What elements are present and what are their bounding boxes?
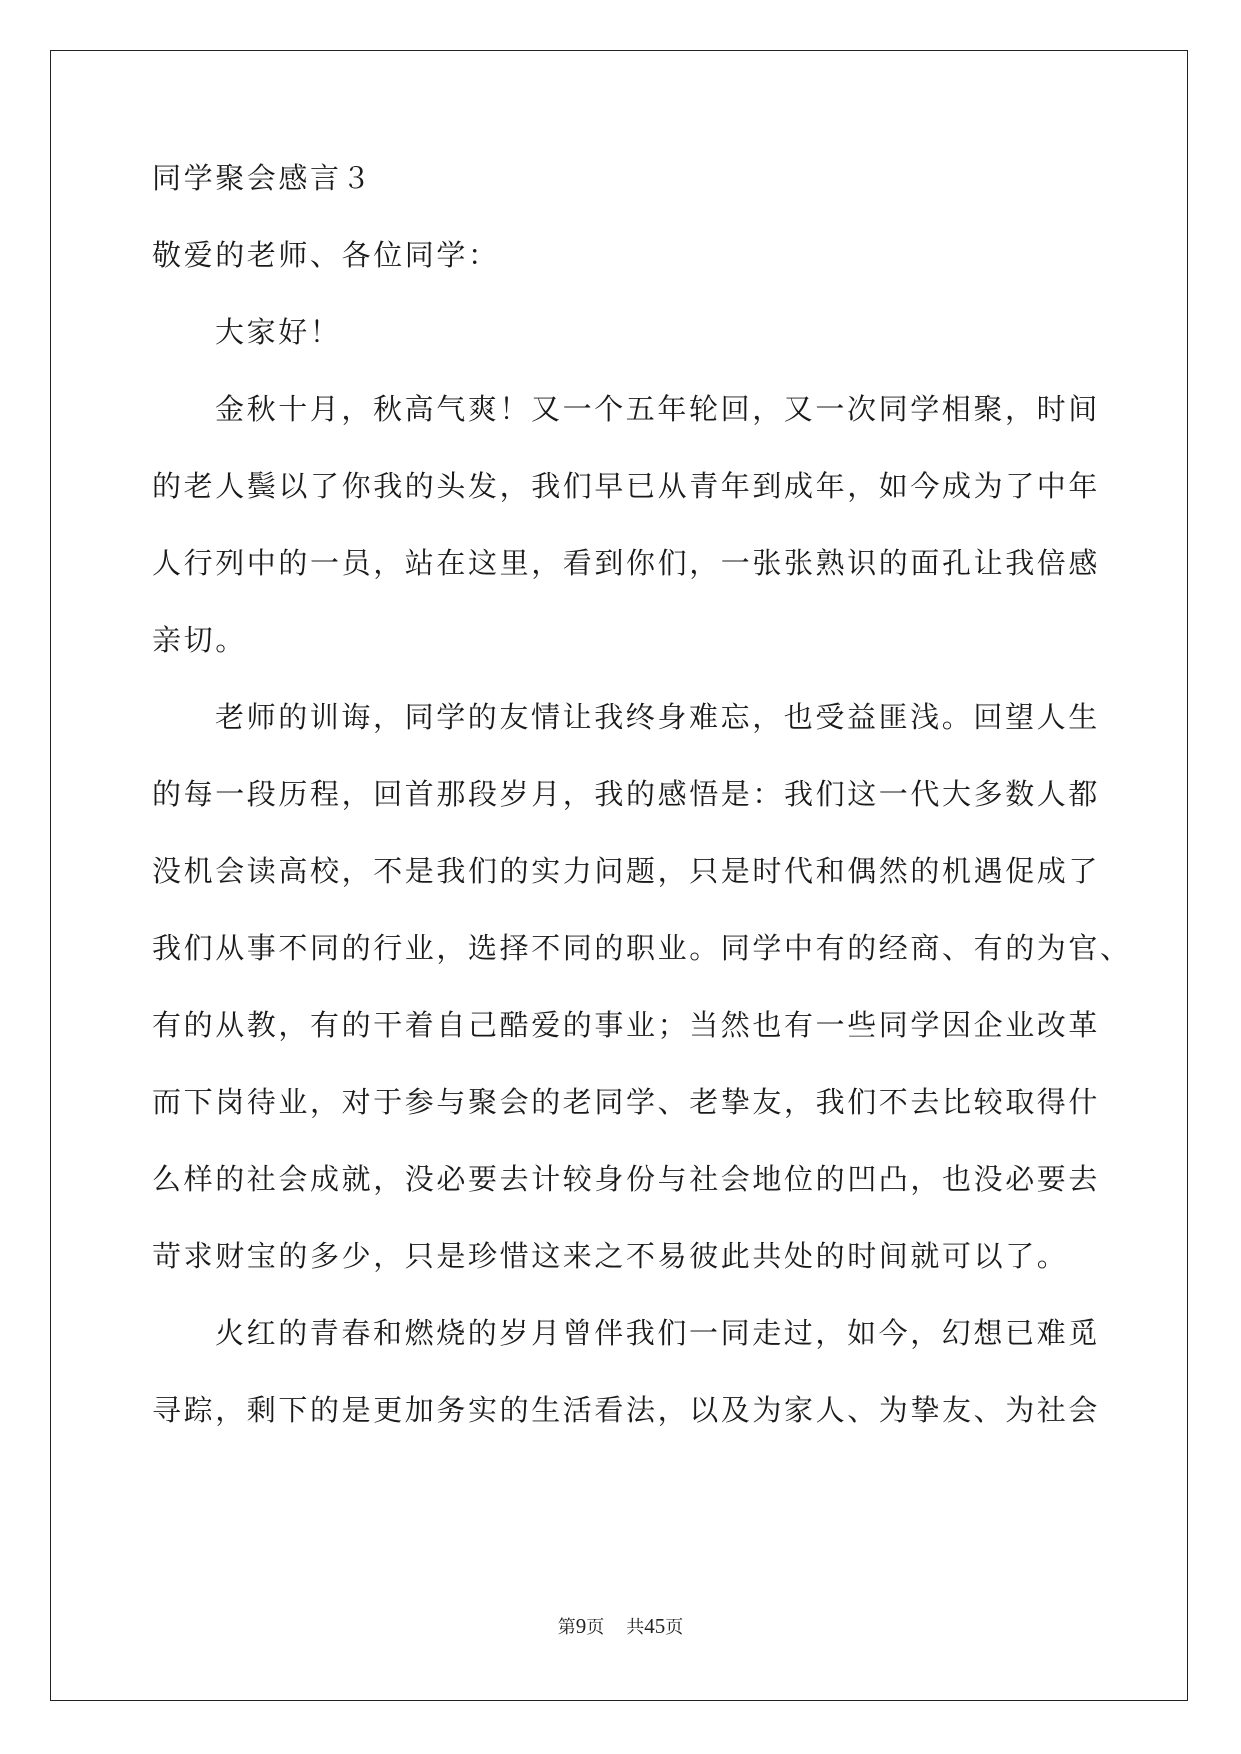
paragraph-line: 火红的青春和燃烧的岁月曾伴我们一同走过，如今，幻想已难觅 (215, 1316, 1100, 1350)
page-number: 9 (575, 1614, 587, 1638)
paragraph-line: 而下岗待业，对于参与聚会的老同学、老挚友，我们不去比较取得什 (152, 1085, 1101, 1119)
paragraph-line: 没机会读高校，不是我们的实力问题，只是时代和偶然的机遇促成了 (152, 854, 1101, 888)
paragraph-line: 的每一段历程，回首那段岁月，我的感悟是：我们这一代大多数人都 (152, 777, 1101, 811)
paragraph-line: 人行列中的一员，站在这里，看到你们，一张张熟识的面孔让我倍感 (152, 546, 1101, 580)
paragraph-line: 我们从事不同的行业，选择不同的职业。同学中有的经商、有的为官、 (152, 931, 1132, 965)
paragraph-line: 金秋十月，秋高气爽！又一个五年轮回，又一次同学相聚，时间 (215, 392, 1100, 426)
paragraph-line: 寻踪，剩下的是更加务实的生活看法，以及为家人、为挚友、为社会 (152, 1393, 1101, 1427)
page-suffix: 页 (586, 1617, 605, 1638)
paragraph-line: 有的从教，有的干着自己酷爱的事业；当然也有一些同学因企业改革 (152, 1008, 1101, 1042)
total-pages: 45 (644, 1614, 666, 1638)
paragraph-line: 苛求财宝的多少，只是珍惜这来之不易彼此共处的时间就可以了。 (152, 1239, 1069, 1273)
paragraph-line: 么样的社会成就，没必要去计较身份与社会地位的凹凸，也没必要去 (152, 1162, 1101, 1196)
document-body (152, 160, 1132, 1469)
document-title: 同学聚会感言３ (152, 161, 374, 195)
paragraph-line: 的老人鬓以了你我的头发，我们早已从青年到成年，如今成为了中年 (152, 469, 1101, 503)
page-prefix: 第 (557, 1617, 576, 1638)
paragraph-line: 亲切。 (152, 623, 247, 657)
page-footer (0, 1614, 1241, 1640)
salutation: 敬爱的老师、各位同学： (152, 238, 500, 272)
greeting: 大家好！ (215, 315, 342, 349)
total-prefix: 共 (626, 1617, 645, 1638)
paragraph-line: 老师的训诲，同学的友情让我终身难忘，也受益匪浅。回望人生 (215, 700, 1100, 734)
total-suffix: 页 (665, 1617, 684, 1638)
